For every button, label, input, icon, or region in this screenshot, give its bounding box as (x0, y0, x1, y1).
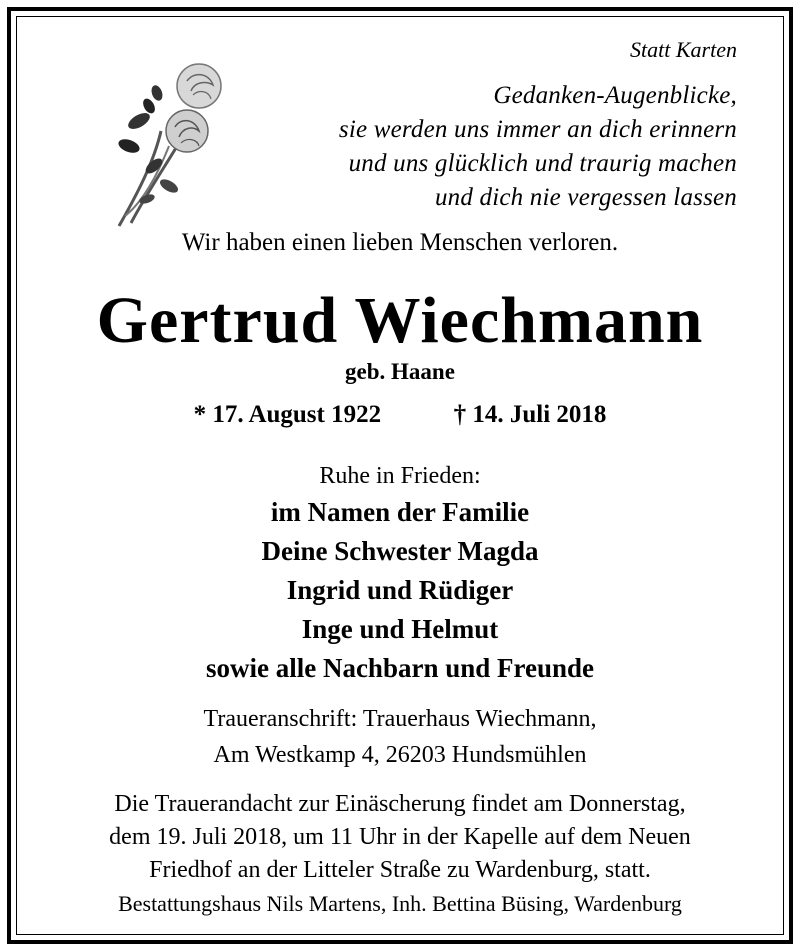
deceased-name: Gertrud Wiechmann (96, 284, 704, 357)
death-date: † 14. Juli 2018 (453, 401, 607, 428)
service-line: dem 19. Juli 2018, um 11 Uhr in der Kapelle auf dem Neuen (109, 824, 691, 850)
birth-name: geb. Haane (345, 359, 455, 384)
life-dates (11, 401, 789, 429)
service-line: Die Trauerandacht zur Einäscherung findet am Donnerstag, (114, 791, 686, 817)
address-line: Traueranschrift: Trauerhaus Wiechmann, (203, 706, 597, 732)
poem-line: und dich nie vergessen lassen (434, 184, 737, 211)
poem-line: sie werden uns immer an dich erinnern (338, 116, 737, 143)
mourners-intro: Ruhe in Frieden: (319, 463, 481, 489)
service-details (11, 788, 789, 887)
address-line: Am Westkamp 4, 26203 Hundsmühlen (213, 742, 587, 768)
mourner-line: im Namen der Familie (270, 497, 530, 527)
rose-illustration (99, 51, 239, 231)
service-line: Friedhof an der Litteler Straße zu Wardenburg, statt. (149, 857, 651, 883)
mourner-line: sowie alle Nachbarn und Freunde (205, 653, 595, 683)
statt-karten-label: Statt Karten (630, 37, 737, 62)
poem-line: Gedanken-Augenblicke, (493, 82, 737, 109)
mourner-line: Ingrid und Rüdiger (286, 575, 514, 605)
funeral-home: Bestattungshaus Nils Martens, Inh. Bettina Büsing, Wardenburg (118, 891, 682, 916)
mourning-address (11, 701, 789, 773)
mourner-line: Inge und Helmut (301, 614, 499, 644)
mourners-list (11, 493, 789, 688)
poem-block (339, 35, 737, 215)
birth-date: * 17. August 1922 (193, 401, 382, 428)
mourner-line: Deine Schwester Magda (261, 536, 539, 566)
loss-line: Wir haben einen lieben Menschen verloren. (181, 229, 619, 256)
obituary-notice (7, 7, 793, 944)
poem-line: und uns glücklich und traurig machen (348, 150, 737, 177)
